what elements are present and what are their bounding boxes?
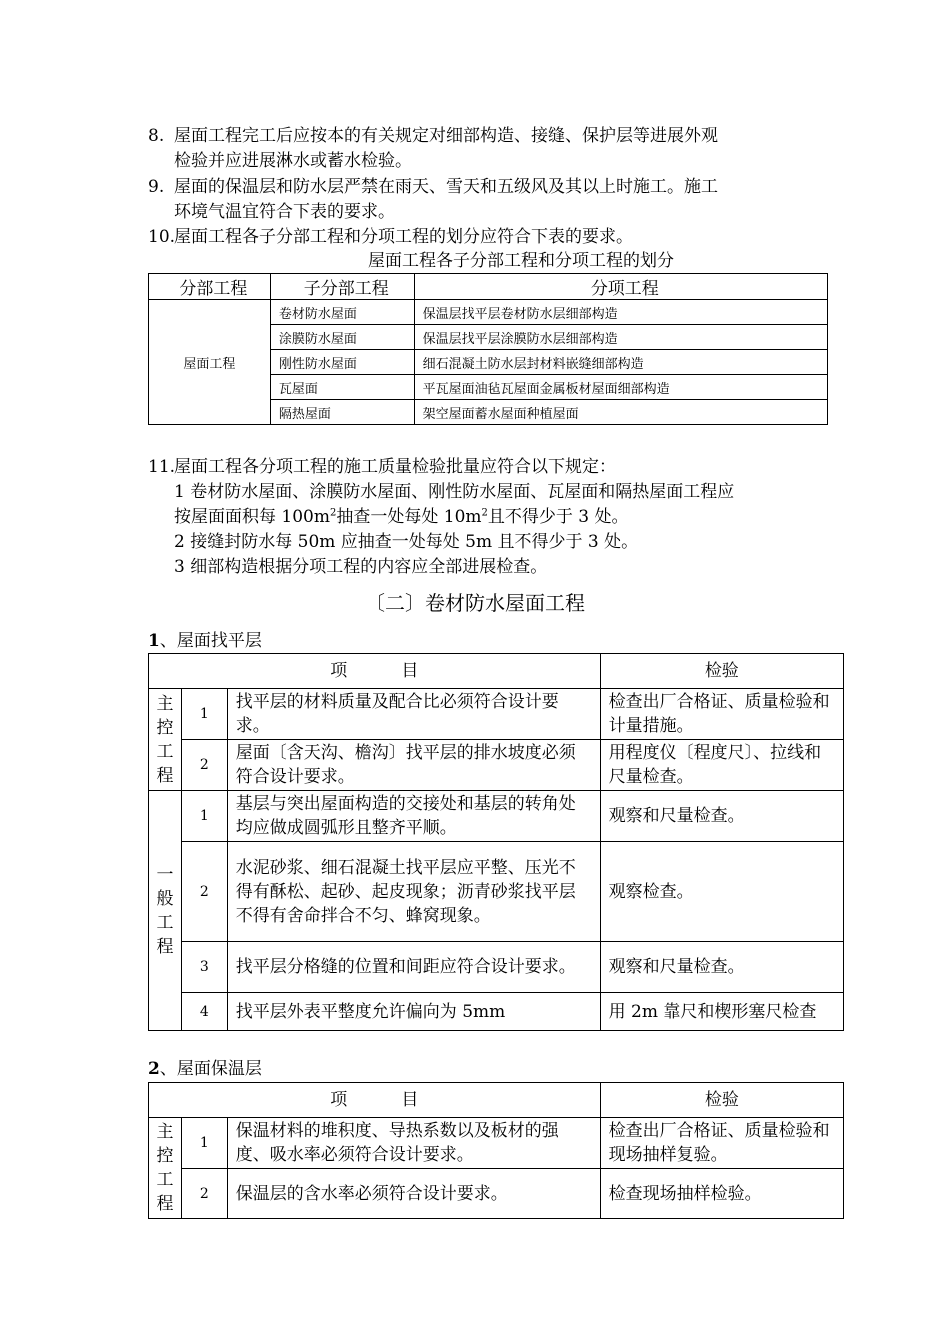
items-cell: 架空屋面蓄水屋面种植屋面 bbox=[414, 400, 827, 425]
row-index: 1 bbox=[181, 1118, 227, 1169]
row-check: 用程度仪〔程度尺〕、拉线和尺量检查。 bbox=[600, 740, 843, 791]
row-item: 找平层的材料质量及配合比必须符合设计要求。 bbox=[227, 689, 600, 740]
row-check: 观察和尺量检查。 bbox=[600, 942, 843, 993]
list-item-10 bbox=[148, 225, 808, 250]
row-item: 水泥砂浆、细石混凝土找平层应平整、压光不得有酥松、起砂、起皮现象；沥青砂浆找平层不得有舍命拌合不匀、蜂窝现象。 bbox=[227, 842, 600, 942]
row-item: 保温层的含水率必须符合设计要求。 bbox=[227, 1169, 600, 1219]
inspection-table-1 bbox=[148, 653, 844, 1031]
row-index: 3 bbox=[181, 942, 227, 993]
header-item: 项 目 bbox=[149, 1083, 601, 1118]
list-item-11 bbox=[148, 455, 808, 480]
section-title: 〔二〕卷材防水屋面工程 bbox=[365, 591, 585, 615]
row-item: 找平层外表平整度允许偏向为 5mm bbox=[227, 993, 600, 1031]
table-header-row bbox=[149, 654, 844, 689]
sub-cell: 涂膜防水屋面 bbox=[270, 325, 414, 350]
items-cell: 保温层找平层涂膜防水层细部构造 bbox=[414, 325, 827, 350]
table-row bbox=[149, 993, 844, 1031]
rule-2-line: 2 接缝封防水每 50m 应抽查一处每处 5m 且不得少于 3 处。 bbox=[174, 532, 639, 552]
superscript: 2 bbox=[481, 507, 488, 519]
row-item: 找平层分格缝的位置和间距应符合设计要求。 bbox=[227, 942, 600, 993]
sub-cell: 卷材防水屋面 bbox=[270, 300, 414, 325]
group-cell: 屋面工程 bbox=[149, 300, 271, 425]
rule-1 bbox=[174, 480, 814, 580]
general-label: 一 般 工 程 bbox=[149, 791, 182, 1031]
row-check: 观察和尺量检查。 bbox=[600, 791, 843, 842]
sub-cell: 刚性防水屋面 bbox=[270, 350, 414, 375]
row-check: 检查出厂合格证、质量检验和计量措施。 bbox=[600, 689, 843, 740]
item-text: 屋面工程各分项工程的施工质量检验批量应符合以下规定： bbox=[174, 457, 616, 477]
item-number: 8. bbox=[148, 126, 165, 146]
item-text-cont: 环境气温宜符合下表的要求。 bbox=[174, 202, 395, 222]
sub-cell: 隔热屋面 bbox=[270, 400, 414, 425]
header-check: 检验 bbox=[600, 654, 843, 689]
table-row bbox=[149, 842, 844, 942]
item-number: 9. bbox=[148, 177, 165, 197]
division-table bbox=[148, 273, 828, 425]
row-index: 1 bbox=[181, 791, 227, 842]
superscript: 2 bbox=[329, 507, 337, 519]
main-control-label: 主 控 工 程 bbox=[149, 689, 182, 791]
item-text: 屋面的保温层和防水层严禁在雨天、雪天和五级风及其以上时施工。施工 bbox=[174, 177, 718, 197]
item-text-cont: 检验并应进展淋水或蓄水检验。 bbox=[174, 151, 412, 171]
header-cell: 分项工程 bbox=[414, 274, 827, 300]
table-row bbox=[149, 300, 828, 325]
table-row bbox=[149, 942, 844, 993]
row-index: 4 bbox=[181, 993, 227, 1031]
table-row bbox=[149, 1118, 844, 1169]
items-cell: 保温层找平层卷材防水层细部构造 bbox=[414, 300, 827, 325]
header-cell: 子分部工程 bbox=[270, 274, 414, 300]
row-item: 屋面〔含天沟、檐沟〕找平层的排水坡度必须符合设计要求。 bbox=[227, 740, 600, 791]
item-text: 屋面工程各子分部工程和分项工程的划分应符合下表的要求。 bbox=[174, 227, 633, 247]
row-item: 保温材料的堆积度、导热系数以及板材的强度、吸水率必须符合设计要求。 bbox=[227, 1118, 600, 1169]
row-index: 1 bbox=[181, 689, 227, 740]
table-row bbox=[149, 689, 844, 740]
table-header-row bbox=[149, 1083, 844, 1118]
inspection-table-2 bbox=[148, 1082, 844, 1219]
table-row bbox=[149, 791, 844, 842]
table-row bbox=[149, 740, 844, 791]
list-item-9 bbox=[148, 175, 808, 225]
row-check: 检查现场抽样检验。 bbox=[600, 1169, 843, 1219]
items-cell: 平瓦屋面油毡瓦屋面金属板材屋面细部构造 bbox=[414, 375, 827, 400]
row-check: 用 2m 靠尺和楔形塞尺检查 bbox=[600, 993, 843, 1031]
row-index: 2 bbox=[181, 1169, 227, 1219]
row-check: 观察检查。 bbox=[600, 842, 843, 942]
table-header-row bbox=[149, 274, 828, 300]
rule-1-line: 按屋面面积每 $100m^2$抽查一处每处 $10m^2$且不得少于 3 处。 bbox=[174, 507, 629, 527]
item-number: 10. bbox=[148, 227, 176, 247]
row-item: 基层与突出屋面构造的交接处和基层的转角处均应做成圆弧形且整齐平顺。 bbox=[227, 791, 600, 842]
row-check: 检查出厂合格证、质量检验和现场抽样复验。 bbox=[600, 1118, 843, 1169]
rule-3-line: 3 细部构造根据分项工程的内容应全部进展检查。 bbox=[174, 557, 548, 577]
row-index: 2 bbox=[181, 842, 227, 942]
subsection-heading: 1、屋面找平层 bbox=[148, 631, 262, 651]
list-item-8 bbox=[148, 124, 808, 174]
item-number: 11. bbox=[148, 457, 176, 477]
sub-cell: 瓦屋面 bbox=[270, 375, 414, 400]
rule-1-line: 1 卷材防水屋面、涂膜防水屋面、刚性防水屋面、瓦屋面和隔热屋面工程应 bbox=[174, 482, 735, 502]
main-control-label: 主 控 工 程 bbox=[149, 1118, 182, 1219]
table-row bbox=[149, 1169, 844, 1219]
header-check: 检验 bbox=[600, 1083, 843, 1118]
row-index: 2 bbox=[181, 740, 227, 791]
header-item: 项 目 bbox=[149, 654, 601, 689]
table-caption: 屋面工程各子分部工程和分项工程的划分 bbox=[368, 251, 674, 271]
header-cell: 分部工程 bbox=[149, 274, 271, 300]
items-cell: 细石混凝土防水层封材料嵌缝细部构造 bbox=[414, 350, 827, 375]
subsection-heading: 2、屋面保温层 bbox=[148, 1059, 262, 1079]
item-text: 屋面工程完工后应按本的有关规定对细部构造、接缝、保护层等进展外观 bbox=[174, 126, 718, 146]
